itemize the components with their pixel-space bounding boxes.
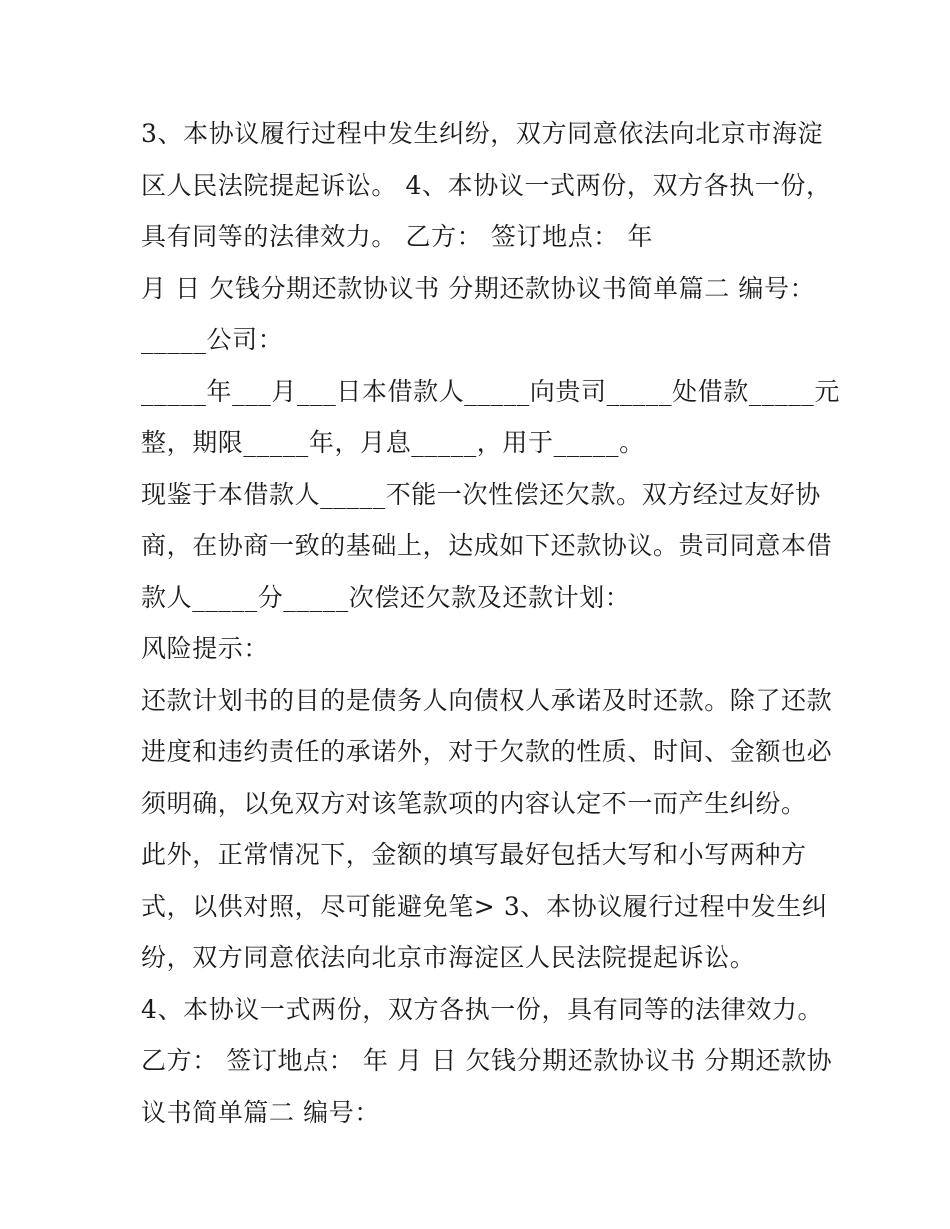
text-line: 具有同等的法律效力。 乙方： 签订地点： 年 — [141, 222, 654, 251]
text-line: 须明确，以免双方对该笔款项的内容认定不一而产生纠纷。 — [141, 788, 807, 818]
text-line: 进度和违约责任的承诺外，对于欠款的性质、时间、金额也必 — [141, 737, 833, 766]
document-body — [141, 108, 841, 1138]
text-line: 款人_____分_____次偿还欠款及还款计划： — [141, 582, 631, 612]
text-line: 商，在协商一致的基础上，达成如下还款协议。贵司同意本借 — [141, 531, 833, 560]
text-line: 现鉴于本借款人_____不能一次性偿还欠款。双方经过友好协 — [141, 479, 821, 509]
text-line: 纷，双方同意依法向北京市海淀区人民法院提起诉讼。 — [141, 943, 756, 972]
text-line: 还款计划书的目的是债务人向债权人承诺及时还款。除了还款 — [141, 685, 833, 715]
text-line: 式，以供对照，尽可能避免笔> 3、本协议履行过程中发生纠 — [141, 891, 828, 921]
text-line: 月 日 欠钱分期还款协议书 分期还款协议书简单篇二 编号： — [141, 273, 816, 303]
text-line: 4、本协议一式两份，双方各执一份，具有同等的法律效力。 — [141, 994, 824, 1024]
text-line: 3、本协议履行过程中发生纠纷，双方同意依法向北京市海淀 — [141, 119, 824, 148]
text-line: 此外，正常情况下，金额的填写最好包括大写和小写两种方 — [141, 840, 807, 869]
text-line: 区人民法院提起诉讼。 4、本协议一式两份，双方各执一份， — [141, 170, 832, 200]
text-line: 乙方： 签订地点： 年 月 日 欠钱分期还款协议书 分期还款协 — [141, 1046, 833, 1075]
text-line: 风险提示： — [141, 634, 270, 663]
text-line: 整，期限_____年，月息_____，用于_____。 — [141, 428, 645, 457]
text-line: _____公司： — [141, 325, 284, 354]
text-line: _____年___月___日本借款人_____向贵司_____处借款_____元 — [141, 376, 841, 406]
text-line: 议书简单篇二 编号： — [141, 1097, 380, 1127]
